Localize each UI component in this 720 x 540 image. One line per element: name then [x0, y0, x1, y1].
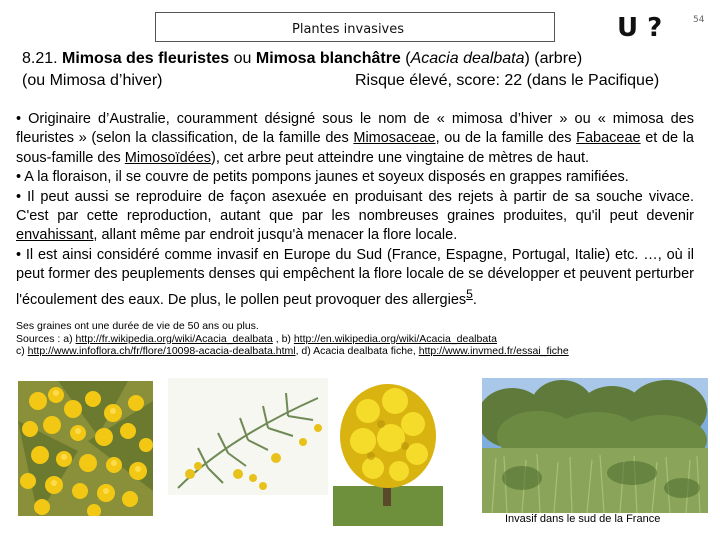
risk-score: Risque élevé, score: 22 (dans le Pacifique)	[355, 72, 660, 89]
title-name-1: Mimosa des fleuristes	[62, 50, 230, 67]
photo-flowers-closeup	[18, 381, 153, 516]
paragraph-flowering: • A la floraison, il se couvre de petits pompons jaunes et soyeux disposés en grappes ramifiées.	[16, 169, 629, 186]
text-segment: • Originaire d’Australie, couramment désigné sous le nom de « mimosa d’hiver » ou « mimosa des fleuristes » (selon la classification, de la famille des	[16, 111, 694, 147]
paragraph-reproduction	[16, 188, 694, 246]
notes-block	[16, 320, 706, 358]
title-latin-open: (	[400, 50, 411, 67]
text-segment: et de la sous-famille des	[16, 130, 694, 166]
source-link-d[interactable]: http://www.invmed.fr/essai_fiche	[418, 345, 569, 358]
title-number: 8.21.	[22, 50, 63, 67]
source-link-a[interactable]: http://fr.wikipedia.org/wiki/Acacia_dealbata	[75, 332, 273, 345]
title-latin-close: ) (arbre)	[524, 50, 583, 67]
text-segment: • Il est ainsi considéré comme invasif en Europe du Sud (France, Espagne, Portugal, Italie) etc. …, où il peut former des peuplements denses qui empêchent la flore locale de se développer et peuvent perturber l'écoulement des eaux. De plus, le pollen peut provoquer des allergies	[16, 246, 694, 308]
photo-branch-leaves	[168, 378, 328, 495]
text-segment: • Il peut aussi se reproduire de façon asexuée en produisant des rejets à partir de sa souche vivace. C'est par cette reproduction, autant que par les nombreuses graines produites, qu'il peut devenir	[16, 188, 694, 225]
title-alt-name: (ou Mimosa d’hiver)	[22, 72, 163, 89]
source-link-c[interactable]: http://www.infoflora.ch/fr/flore/10098-acacia-dealbata.html	[27, 345, 296, 358]
link-mimosaceae[interactable]: Mimosaceae	[353, 130, 436, 147]
text-segment: .	[472, 291, 477, 308]
photo-flowering-tree-image	[333, 376, 443, 526]
photo-branch-leaves-image	[168, 378, 328, 495]
photo-caption: Invasif dans le sud de la France	[505, 513, 661, 525]
photo-invasive-thicket	[482, 378, 708, 513]
text-segment: , allant même par endroit jusqu'à menacer la flore locale.	[93, 227, 458, 244]
link-mimosoidees[interactable]: Mimosoïdées	[124, 149, 212, 166]
footnote-ref[interactable]: 5	[466, 286, 473, 301]
title-name-2: Mimosa blanchâtre	[255, 50, 401, 67]
photo-invasive-thicket-image	[482, 378, 708, 513]
header-code: U ?	[617, 13, 663, 43]
link-envahissant[interactable]: envahissant	[16, 227, 94, 244]
text-segment: , d) Acacia dealbata fiche,	[295, 345, 419, 358]
title-or: ou	[229, 50, 256, 67]
text-segment: , b)	[272, 332, 294, 345]
sources-label: Sources : a)	[16, 332, 76, 345]
photo-flowering-tree	[333, 376, 443, 526]
text-segment: c)	[16, 345, 28, 358]
sources-line-2	[16, 345, 706, 358]
sources-line-1	[16, 333, 706, 346]
description-body	[16, 110, 694, 310]
seed-note: Ses graines ont une durée de vie de 50 ans ou plus.	[16, 320, 259, 332]
species-title	[22, 50, 582, 68]
header-title: Plantes invasives	[292, 22, 405, 37]
link-fabaceae[interactable]: Fabaceae	[576, 130, 641, 147]
title-latin-name: Acacia dealbata	[410, 50, 525, 67]
page-number: 54	[693, 15, 705, 25]
source-link-b[interactable]: http://en.wikipedia.org/wiki/Acacia_dealbata	[293, 332, 497, 345]
text-segment: ), cet arbre peut atteindre une vingtaine de mètres de haut.	[211, 149, 590, 166]
paragraph-invasive	[16, 246, 694, 310]
paragraph-origin	[16, 110, 694, 168]
text-segment: , ou de la famille des	[435, 130, 577, 147]
photo-flowers-closeup-image	[18, 381, 153, 516]
